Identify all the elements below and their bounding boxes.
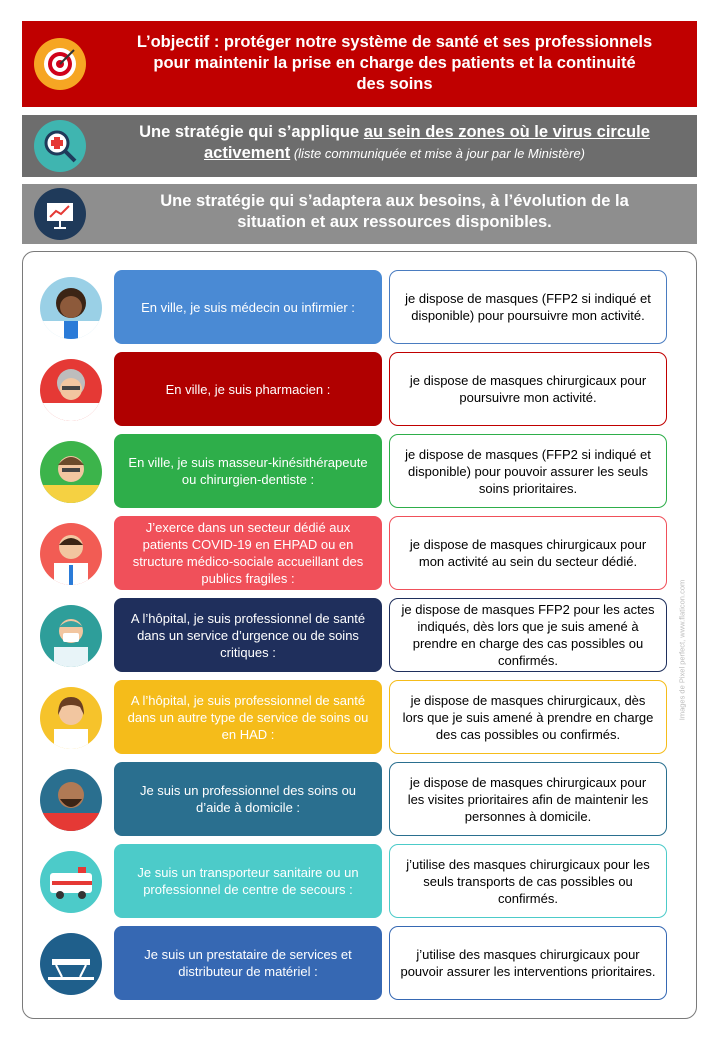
role-label: Je suis un prestataire de services et distributeur de matériel : [114, 926, 382, 1000]
action-text: je dispose de masques FFP2 pour les actes indiqués, dès lors que je suis amené à prendre en charge des cas possibles ou confirmés. [389, 598, 667, 672]
stretcher-avatar [40, 933, 102, 995]
magnifier-icon [34, 120, 86, 172]
role-label: En ville, je suis masseur-kinésithérapeute ou chirurgien-dentiste : [114, 434, 382, 508]
action-text: je dispose de masques chirurgicaux pour poursuivre mon activité. [389, 352, 667, 426]
target-icon [34, 38, 86, 90]
woman-doctor-avatar [40, 277, 102, 339]
action-text: je dispose de masques (FFP2 si indiqué et disponible) pour poursuivre mon activité. [389, 270, 667, 344]
adapt-line-2: situation et aux ressources disponibles. [237, 213, 552, 231]
ambulance-avatar [40, 851, 102, 913]
physiotherapist-avatar [40, 441, 102, 503]
role-row [23, 352, 696, 428]
action-text: je dispose de masques chirurgicaux, dès lors que je suis amené à prendre en charge des cas possibles ou confirmés. [389, 680, 667, 754]
role-label: J’exerce dans un secteur dédié aux patients COVID-19 en EHPAD ou en structure médico-sociale accueillant des publics fragiles : [114, 516, 382, 590]
presentation-icon [34, 188, 86, 240]
role-label: Je suis un transporteur sanitaire ou un professionnel de centre de secours : [114, 844, 382, 918]
zones-italic-note: (liste communiquée et mise à jour par le Ministère) [290, 146, 585, 161]
role-row [23, 844, 696, 920]
objective-line-2: pour maintenir la prise en charge des patients et la continuité [153, 54, 636, 72]
zones-banner [22, 115, 697, 177]
ehpad-doctor-avatar [40, 523, 102, 585]
role-row [23, 516, 696, 592]
role-row [23, 762, 696, 838]
home-carer-avatar [40, 769, 102, 831]
objective-banner [22, 21, 697, 107]
adapt-banner [22, 184, 697, 244]
action-text: je dispose de masques (FFP2 si indiqué et disponible) pour pouvoir assurer les seuls soins prioritaires. [389, 434, 667, 508]
roles-panel [22, 251, 697, 1019]
role-row [23, 434, 696, 510]
role-label: En ville, je suis médecin ou infirmier : [114, 270, 382, 344]
objective-line-3: des soins [356, 75, 433, 93]
role-row [23, 926, 696, 1002]
surgeon-avatar [40, 605, 102, 667]
role-row [23, 680, 696, 756]
nurse-avatar [40, 687, 102, 749]
role-row [23, 598, 696, 674]
action-text: j’utilise des masques chirurgicaux pour les seuls transports de cas possibles ou confirmés. [389, 844, 667, 918]
role-label: En ville, je suis pharmacien : [114, 352, 382, 426]
action-text: je dispose de masques chirurgicaux pour mon activité au sein du secteur dédié. [389, 516, 667, 590]
image-credit: Images de Pixel perfect, www.flaticon.com [677, 579, 687, 721]
role-label: A l’hôpital, je suis professionnel de santé dans un service d’urgence ou de soins critiques : [114, 598, 382, 672]
adapt-line-1: Une stratégie qui s’adaptera aux besoins, à l’évolution de la [160, 192, 629, 210]
role-row [23, 270, 696, 346]
zones-underlined-text: au sein des zones où le virus circule activement [204, 123, 650, 162]
action-text: j’utilise des masques chirurgicaux pour pouvoir assurer les interventions prioritaires. [389, 926, 667, 1000]
zones-text: Une stratégie qui s’applique [139, 123, 364, 141]
role-label: A l’hôpital, je suis professionnel de santé dans un autre type de service de soins ou en HAD : [114, 680, 382, 754]
action-text: je dispose de masques chirurgicaux pour les visites prioritaires afin de maintenir les personnes à domicile. [389, 762, 667, 836]
role-label: Je suis un professionnel des soins ou d’aide à domicile : [114, 762, 382, 836]
pharmacist-avatar [40, 359, 102, 421]
objective-line-1: L’objectif : protéger notre système de santé et ses professionnels [136, 33, 653, 51]
